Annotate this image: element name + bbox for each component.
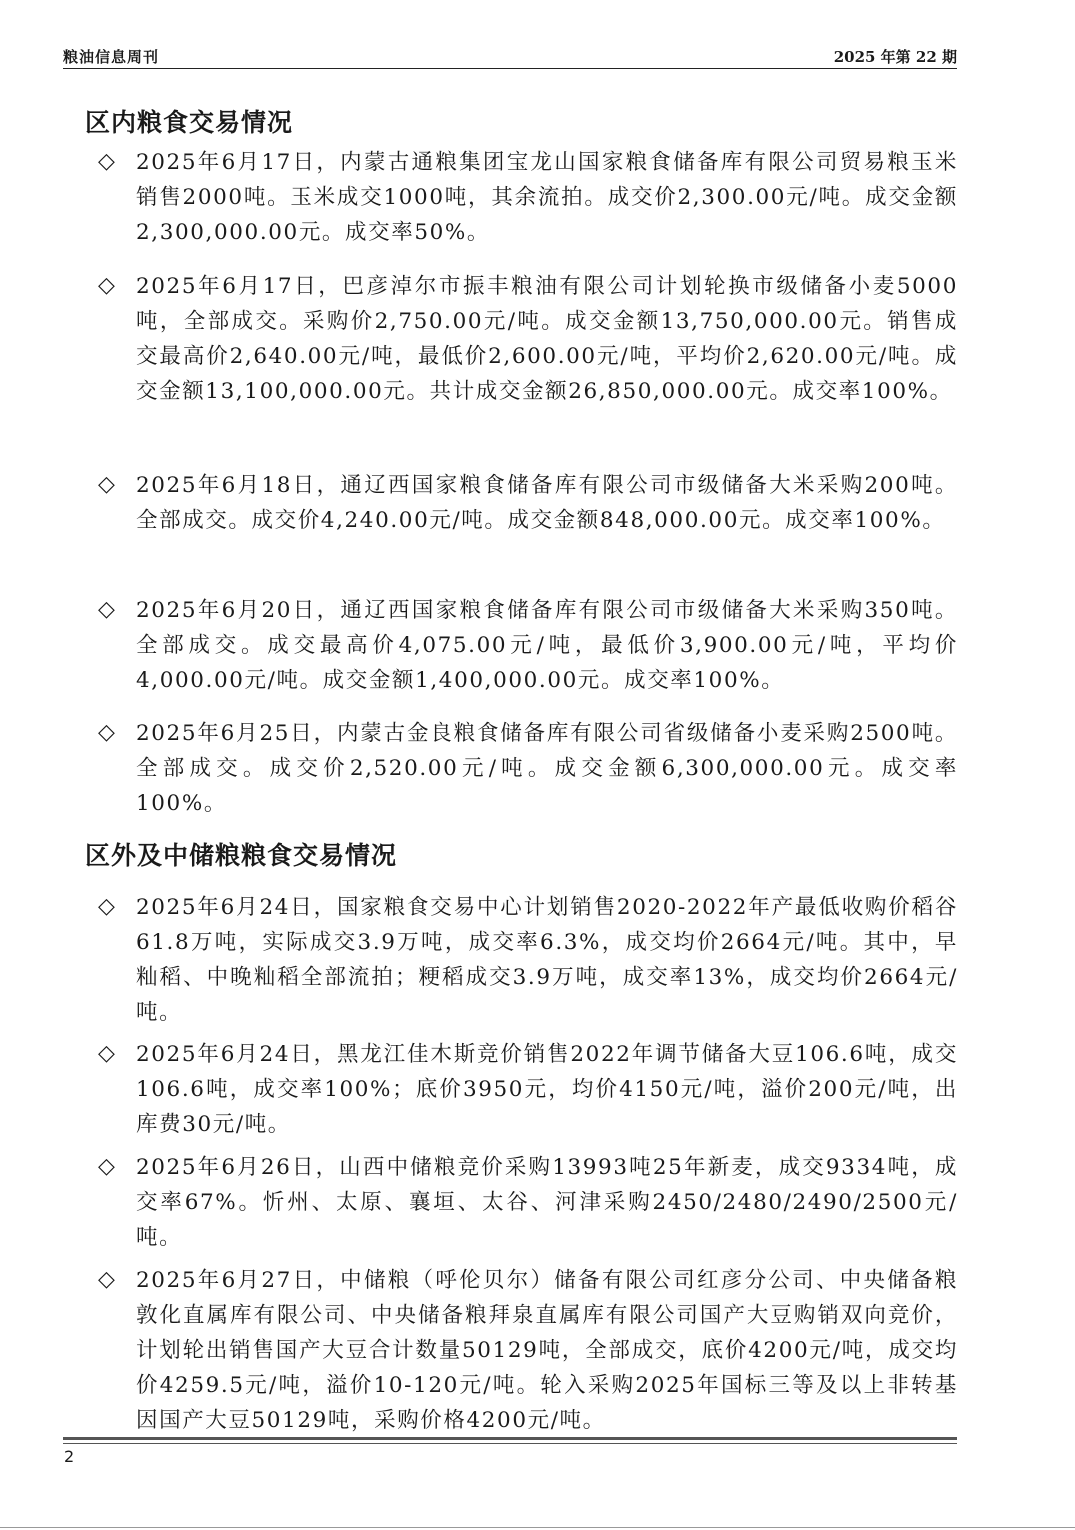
diamond-bullet-icon: ◇ [98,472,115,497]
item-text: 2025年6月18日，通辽西国家粮食储备库有限公司市级储备大米采购200吨。全部成交。成交价4,240.00元/吨。成交金额848,000.00元。成交率100%。 [136,473,958,533]
diamond-bullet-icon: ◇ [98,597,115,622]
diamond-bullet-icon: ◇ [98,149,115,174]
item-text: 2025年6月20日，通辽西国家粮食储备库有限公司市级储备大米采购350吨。全部成交。成交最高价4,075.00元/吨，最低价3,900.00元/吨，平均价4,000.00元/吨。成交金额1,400,000.00元。成交率100%。 [136,598,958,693]
page-bottom-edge [0,1527,1075,1528]
footer-rule-thick [63,1437,957,1440]
issue-number: 2025 年第 22 期 [833,48,957,66]
item-text: 2025年6月25日，内蒙古金良粮食储备库有限公司省级储备小麦采购2500吨。全部成交。成交价2,520.00元/吨。成交金额6,300,000.00元。成交率100%。 [136,721,958,816]
footer-rule-thin [63,1443,957,1444]
header-rule [63,68,957,69]
diamond-bullet-icon: ◇ [98,1041,115,1066]
item-text: 2025年6月27日，中储粮（呼伦贝尔）储备有限公司红彦分公司、中央储备粮敦化直属库有限公司、中央储备粮拜泉直属库有限公司国产大豆购销双向竞价，计划轮出销售国产大豆合计数量50129吨，全部成交，底价4200元/吨，成交均价4259.5元/吨，溢价10-120元/吨。轮入采购2025年国标三等及以上非转基因国产大豆50129吨，采购价格4200元/吨。 [136,1268,958,1433]
diamond-bullet-icon: ◇ [98,1154,115,1179]
item-text: 2025年6月17日，内蒙古通粮集团宝龙山国家粮食储备库有限公司贸易粮玉米销售2000吨。玉米成交1000吨，其余流拍。成交价2,300.00元/吨。成交金额2,300,000.00元。成交率50%。 [136,150,958,245]
section-title-domestic: 区内粮食交易情况 [85,108,294,137]
item-text: 2025年6月24日，国家粮食交易中心计划销售2020-2022年产最低收购价稻谷61.8万吨，实际成交3.9万吨，成交率6.3%，成交均价2664元/吨。其中，早籼稻、中晚籼稻全部流拍；粳稻成交3.9万吨，成交率13%，成交均价2664元/吨。 [136,895,958,1025]
item-text: 2025年6月24日，黑龙江佳木斯竞价销售2022年调节储备大豆106.6吨，成交106.6吨，成交率100%；底价3950元，均价4150元/吨，溢价200元/吨，出库费30元/吨。 [136,1042,958,1137]
publication-title: 粮油信息周刊 [63,48,160,66]
page-header [63,40,957,70]
page-number: 2 [64,1447,75,1466]
diamond-bullet-icon: ◇ [98,1267,115,1292]
diamond-bullet-icon: ◇ [98,720,115,745]
diamond-bullet-icon: ◇ [98,894,115,919]
section-title-external: 区外及中储粮粮食交易情况 [85,841,398,870]
diamond-bullet-icon: ◇ [98,273,115,298]
item-text: 2025年6月17日，巴彦淖尔市振丰粮油有限公司计划轮换市级储备小麦5000吨，全部成交。采购价2,750.00元/吨。成交金额13,750,000.00元。销售成交最高价2,640.00元/吨，最低价2,600.00元/吨，平均价2,620.00元/吨。成交金额13,100,000.00元。共计成交金额26,850,000.00元。成交率100%。 [136,274,958,404]
item-text: 2025年6月26日，山西中储粮竞价采购13993吨25年新麦，成交9334吨，成交率67%。忻州、太原、襄垣、太谷、河津采购2450/2480/2490/2500元/吨。 [136,1155,958,1250]
